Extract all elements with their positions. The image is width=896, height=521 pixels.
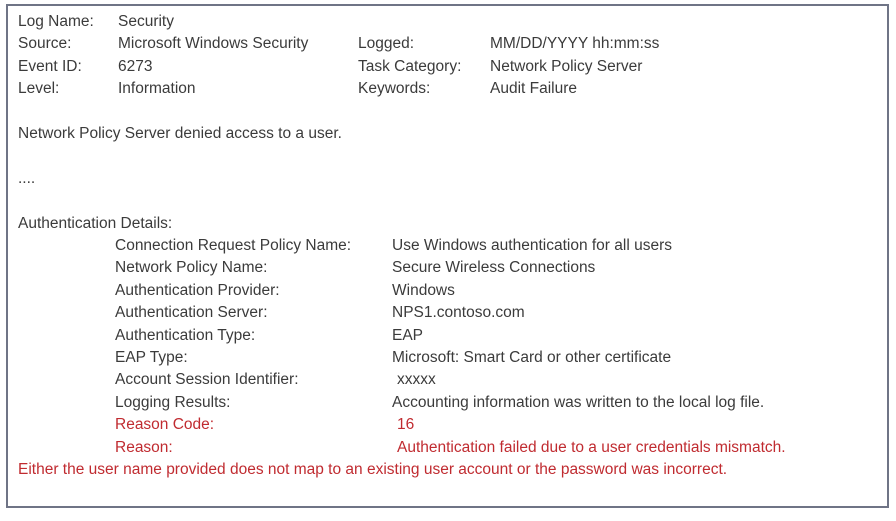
detail-row-connection-request-policy: [18, 235, 879, 257]
detail-row-account-session-identifier: [18, 369, 879, 391]
detail-row-authentication-type: [18, 325, 879, 347]
detail-value: EAP: [392, 326, 424, 344]
source-value: Microsoft Windows Security: [118, 35, 309, 53]
detail-row-logging-results: [18, 392, 879, 414]
detail-label: Reason Code:: [115, 416, 215, 434]
event-log-panel: [6, 4, 889, 508]
detail-label: Account Session Identifier:: [115, 371, 299, 389]
detail-row-network-policy-name: [18, 257, 879, 279]
detail-value: 16: [397, 416, 415, 434]
task-category-label: Task Category:: [358, 57, 462, 75]
detail-label: Authentication Provider:: [115, 281, 280, 299]
keywords-value: Audit Failure: [490, 80, 578, 98]
detail-label: Connection Request Policy Name:: [115, 237, 352, 255]
ellipsis-text: ....: [18, 169, 36, 187]
event-id-label: Event ID:: [18, 57, 82, 75]
detail-value: Authentication failed due to a user credentials mismatch.: [397, 438, 786, 456]
detail-value: Accounting information was written to the local log file.: [392, 393, 765, 411]
event-id-value: 6273: [118, 57, 153, 75]
hdr-empty-1: [358, 11, 490, 33]
detail-row-authentication-server: [18, 302, 879, 324]
detail-label: EAP Type:: [115, 349, 188, 367]
detail-value: Microsoft: Smart Card or other certificate: [392, 349, 672, 367]
detail-value: Windows: [392, 281, 455, 299]
detail-value: Secure Wireless Connections: [392, 259, 596, 277]
task-category-value: Network Policy Server: [490, 57, 643, 75]
detail-label: Reason:: [115, 438, 173, 456]
logged-label: Logged:: [358, 35, 415, 53]
error-footer-note: Either the user name provided does not map to an existing user account or the password was incorrect.: [18, 461, 728, 479]
detail-value: NPS1.contoso.com: [392, 304, 525, 322]
detail-row-eap-type: [18, 347, 879, 369]
event-header: [18, 11, 879, 101]
section-title-authentication-details: Authentication Details:: [18, 214, 173, 232]
log-name-value: Security: [118, 13, 174, 30]
detail-label: Authentication Type:: [115, 326, 256, 344]
detail-value: Use Windows authentication for all users: [392, 237, 672, 255]
detail-row-authentication-provider: [18, 280, 879, 302]
detail-value: xxxxx: [397, 371, 436, 389]
source-label: Source:: [18, 35, 72, 53]
detail-label: Network Policy Name:: [115, 259, 268, 277]
event-description: Network Policy Server denied access to a user.: [18, 125, 342, 143]
detail-label: Authentication Server:: [115, 304, 268, 322]
hdr-empty-2: [490, 11, 879, 33]
detail-row-reason: [18, 437, 879, 459]
log-name-label: Log Name:: [18, 13, 94, 30]
keywords-label: Keywords:: [358, 80, 431, 98]
detail-label: Logging Results:: [115, 393, 231, 411]
level-value: Information: [118, 80, 196, 98]
logged-value: MM/DD/YYYY hh:mm:ss: [490, 35, 660, 53]
level-label: Level:: [18, 80, 60, 98]
detail-row-reason-code: [18, 414, 879, 436]
